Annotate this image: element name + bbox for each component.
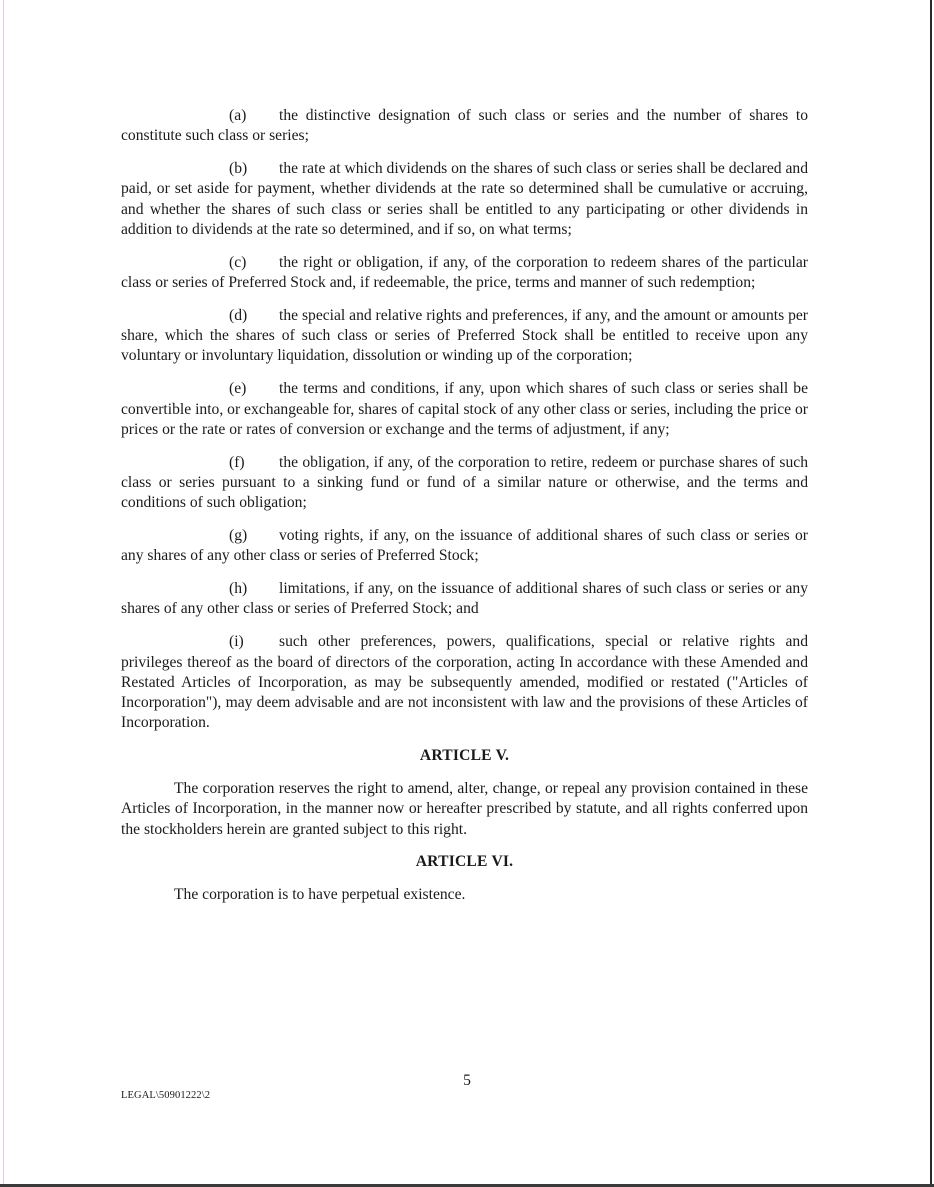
- page-number: 5: [463, 1072, 471, 1089]
- item-text: such other preferences, powers, qualifications, special or relative rights and privileges thereof as the board of directors of the corporation, acting In accordance with these Amended and Restated Articles of Incorporation, as may be subsequently amended, modified or restated ("Articles of Incorporation"), may deem advisable and are not inconsistent with law and the provisions of these Articles of Incorporation.: [121, 633, 808, 732]
- list-item-b: [121, 159, 808, 240]
- item-label: (h): [229, 580, 248, 598]
- item-label: (g): [229, 527, 248, 545]
- article-vi-text: The corporation is to have perpetual existence.: [174, 886, 466, 904]
- document-id: LEGAL\50901222\2: [121, 1090, 211, 1101]
- list-item-g: [121, 526, 808, 567]
- list-item-h: [121, 579, 808, 620]
- item-label: (b): [229, 160, 248, 178]
- item-label: (a): [229, 107, 247, 124]
- scan-edge-left: [3, 0, 4, 1187]
- list-item-a: [121, 106, 808, 147]
- item-text: the right or obligation, if any, of the corporation to redeem shares of the particular class or series of Preferred Stock and, if redeemable, the price, terms and manner of such redemption;: [121, 253, 808, 292]
- list-item-f: [121, 453, 808, 514]
- article-vi-heading: ARTICLE VI.: [415, 853, 514, 871]
- item-text: the distinctive designation of such class or series and the number of shares to constitute such class or series;: [121, 107, 808, 145]
- item-text: limitations, if any, on the issuance of additional shares of such class or series or any shares of any other class or series of Preferred Stock; and: [121, 580, 808, 618]
- article-v-heading: ARTICLE V.: [419, 747, 510, 765]
- scan-edge-right: [930, 0, 932, 1187]
- item-text: the special and relative rights and preferences, if any, and the amount or amounts per share, which the shares of such class or series of Preferred Stock shall be entitled to receive upon any voluntary or involuntary liquidation, dissolution or winding up of the corporation;: [121, 306, 808, 365]
- item-text: the terms and conditions, if any, upon which shares of such class or series shall be convertible into, or exchangeable for, shares of capital stock of any other class or series, including the price or prices or the rate or rates of conversion or exchange and the terms of adjustment, if any;: [121, 380, 808, 438]
- item-label: (i): [229, 633, 244, 651]
- list-item-i: [121, 632, 808, 733]
- item-text: the obligation, if any, of the corporation to retire, redeem or purchase shares of such class or series pursuant to a sinking fund or fund of a similar nature or otherwise, and the terms and conditions of such obligation;: [121, 453, 808, 512]
- item-text: voting rights, if any, on the issuance of additional shares of such class or series or any shares of any other class or series of Preferred Stock;: [121, 527, 808, 565]
- list-item-e: [121, 379, 808, 440]
- item-label: (c): [229, 253, 247, 271]
- item-label: (e): [229, 380, 247, 398]
- document-body: [121, 106, 808, 918]
- item-text: the rate at which dividends on the shares of such class or series shall be declared and paid, or set aside for payment, whether dividends at the rate so determined shall be cumulative or accruing, and whether the shares of such class or series shall be entitled to any participating or other dividends in addition to dividends at the rate so determined, and if so, on what terms;: [121, 160, 808, 238]
- list-item-d: [121, 306, 808, 367]
- item-label: (f): [229, 453, 245, 471]
- item-label: (d): [229, 306, 248, 324]
- list-item-c: [121, 253, 808, 294]
- article-v-text: The corporation reserves the right to amend, alter, change, or repeal any provision contained in these Articles of Incorporation, in the manner now or hereafter prescribed by statute, and all rights conferred upon the stockholders herein are granted subject to this right.: [121, 780, 808, 838]
